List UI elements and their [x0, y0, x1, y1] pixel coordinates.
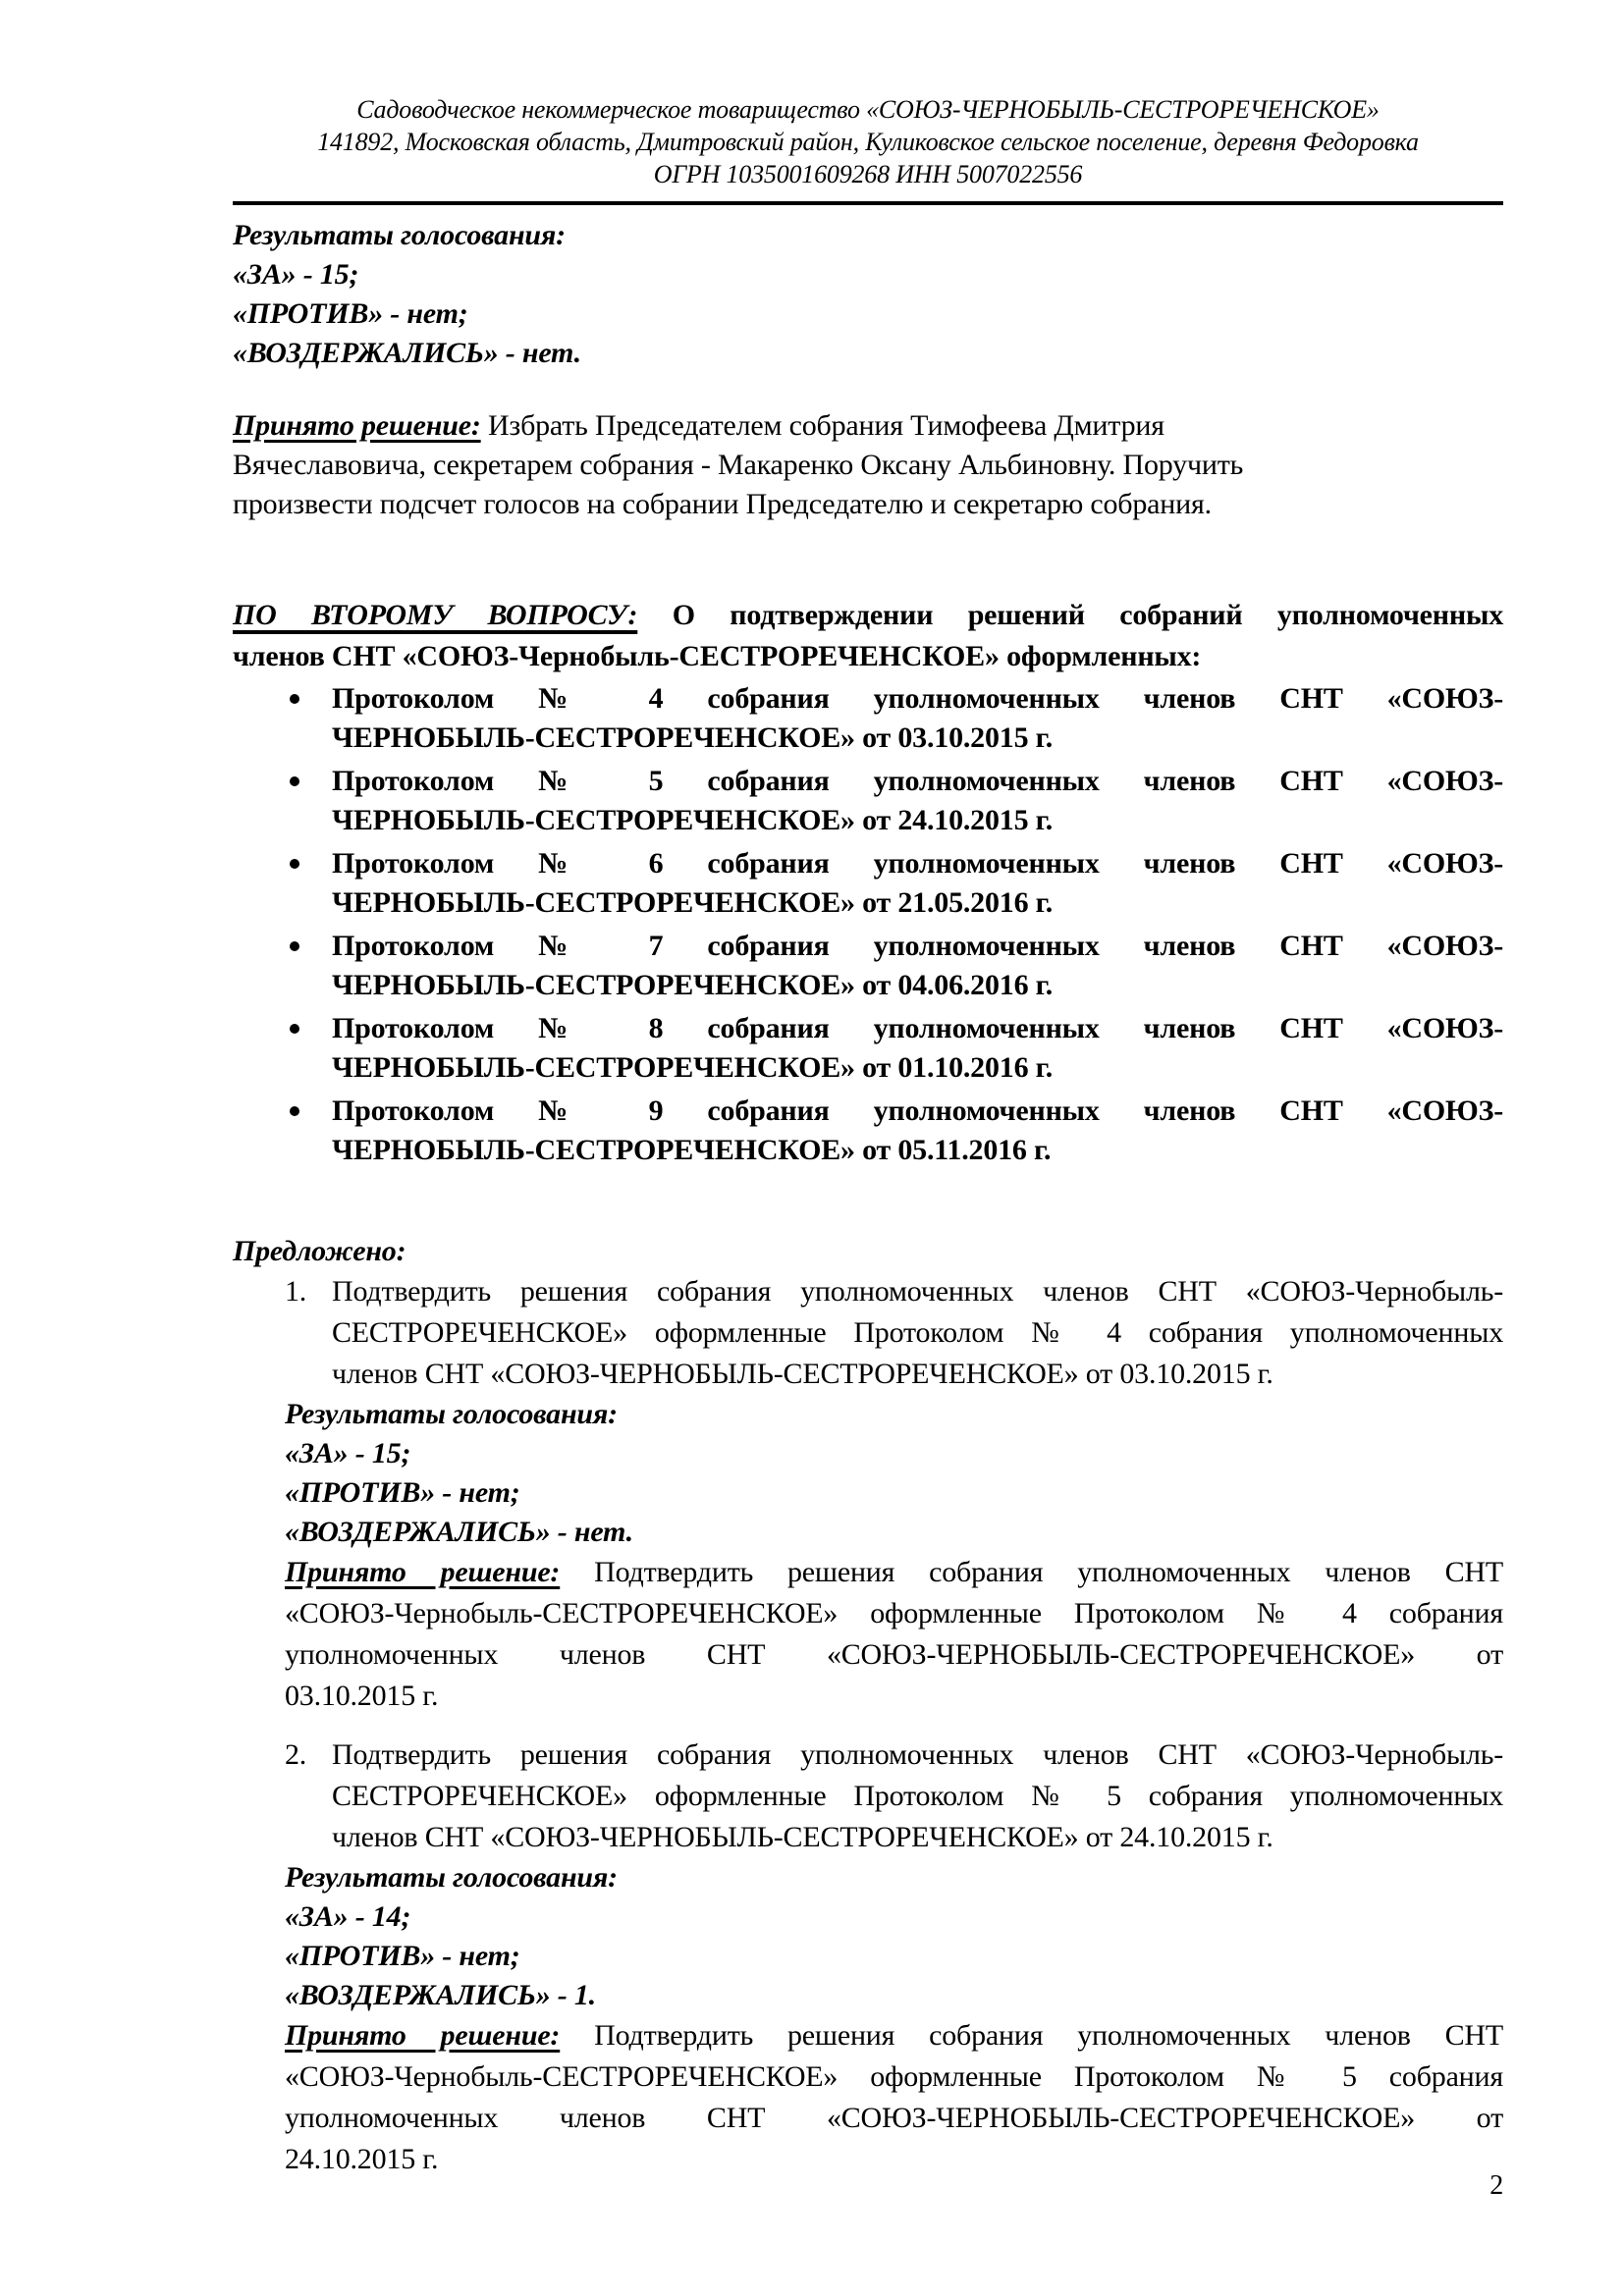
question-heading-line: [233, 595, 1503, 636]
page-number: 2: [1489, 2170, 1503, 2201]
protocol-bullet-5: [233, 762, 1503, 840]
bullet-line1: Протоколом № 6 собрания уполномоченных членов СНТ «СОЮЗ-: [332, 847, 1503, 880]
question-heading-label: ПО ВТОРОМУ ВОПРОСУ:: [233, 599, 638, 631]
item-number: 1.: [285, 1275, 307, 1308]
protocol-bullet-7: [233, 927, 1503, 1005]
decision-label: Принято решение:: [285, 2019, 561, 2052]
decision-line: «СОЮЗ-Чернобыль-СЕСТРОРЕЧЕНСКОЕ» оформленные Протоколом № 5 собрания: [285, 2060, 1503, 2093]
protocol-bullet-6: [233, 844, 1503, 923]
org-address: 141892, Московская область, Дмитровский район, Куликовское сельское поселение, деревня Федоровка: [317, 128, 1419, 156]
item-text-line: Подтвердить решения собрания уполномоченных членов СНТ «СОЮЗ-Чернобыль-: [332, 1738, 1503, 1771]
proposed-heading: Предложено:: [233, 1235, 406, 1267]
item-text-line: членов СНТ «СОЮЗ-ЧЕРНОБЫЛЬ-СЕСТРОРЕЧЕНСКОЕ» от 03.10.2015 г.: [332, 1358, 1273, 1390]
header-divider: [233, 201, 1503, 205]
decision-line: [285, 2015, 1503, 2056]
document-page-content: [233, 0, 1503, 2201]
decision-line: Вячеславовича, секретарем собрания - Макаренко Оксану Альбиновну. Поручить: [233, 449, 1244, 481]
agenda-item-1: [233, 1271, 1503, 1717]
decision-line: уполномоченных членов СНТ «СОЮЗ-ЧЕРНОБЫЛЬ-СЕСТРОРЕЧЕНСКОЕ» от: [285, 2102, 1503, 2134]
bullet-line2: ЧЕРНОБЫЛЬ-СЕСТРОРЕЧЕНСКОЕ» от 21.05.2016 г.: [332, 886, 1054, 919]
decision-line: произвести подсчет голосов на собрании Председателю и секретарю собрания.: [233, 488, 1212, 520]
bullet-line2: ЧЕРНОБЫЛЬ-СЕСТРОРЕЧЕНСКОЕ» от 04.06.2016 г.: [332, 969, 1054, 1001]
vote-abstained: «ВОЗДЕРЖАЛИСЬ» - нет.: [285, 1516, 633, 1548]
protocol-bullet-8: [233, 1009, 1503, 1088]
item-text-line: СЕСТРОРЕЧЕНСКОЕ» оформленные Протоколом № 4 собрания уполномоченных: [332, 1316, 1503, 1349]
bullet-line1: Протоколом № 8 собрания уполномоченных членов СНТ «СОЮЗ-: [332, 1012, 1503, 1044]
item-results-block: [285, 1858, 1503, 2180]
results-heading: Результаты голосования:: [285, 1398, 618, 1430]
results-heading: Результаты голосования:: [233, 219, 566, 251]
decision-label: Принято решение:: [285, 1556, 561, 1588]
decision-line: [285, 1552, 1503, 1593]
protocol-bullet-9: [233, 1092, 1503, 1170]
vote-for: «ЗА» - 15;: [285, 1437, 411, 1469]
item-text-line: членов СНТ «СОЮЗ-ЧЕРНОБЫЛЬ-СЕСТРОРЕЧЕНСКОЕ» от 24.10.2015 г.: [332, 1821, 1273, 1853]
decision-label: Принято решение:: [233, 409, 481, 442]
decision-line: 24.10.2015 г.: [285, 2143, 439, 2175]
bullet-line2: ЧЕРНОБЫЛЬ-СЕСТРОРЕЧЕНСКОЕ» от 24.10.2015 г.: [332, 804, 1054, 836]
decision-text: Подтвердить решения собрания уполномоченных членов СНТ: [594, 1556, 1503, 1588]
protocol-bullet-list: [233, 679, 1503, 1170]
bullet-line1: Протоколом № 9 собрания уполномоченных членов СНТ «СОЮЗ-: [332, 1095, 1503, 1127]
first-question-results: [233, 216, 1503, 373]
item-text-line: Подтвердить решения собрания уполномоченных членов СНТ «СОЮЗ-Чернобыль-: [332, 1275, 1503, 1308]
bullet-line2: ЧЕРНОБЫЛЬ-СЕСТРОРЕЧЕНСКОЕ» от 05.11.2016 г.: [332, 1134, 1052, 1166]
bullet-line1: Протоколом № 4 собрания уполномоченных членов СНТ «СОЮЗ-: [332, 682, 1503, 715]
decision-text: Подтвердить решения собрания уполномоченных членов СНТ: [594, 2019, 1503, 2052]
decision-line: [233, 406, 1503, 446]
bullet-line1: Протоколом № 7 собрания уполномоченных членов СНТ «СОЮЗ-: [332, 930, 1503, 962]
vote-abstained: «ВОЗДЕРЖАЛИСЬ» - нет.: [233, 337, 581, 369]
vote-against: «ПРОТИВ» - нет;: [233, 297, 468, 330]
item-text-line: СЕСТРОРЕЧЕНСКОЕ» оформленные Протоколом № 5 собрания уполномоченных: [332, 1780, 1503, 1812]
letterhead: [233, 93, 1503, 190]
org-name: Садоводческое некоммерческое товарищество «СОЮЗ-ЧЕРНОБЫЛЬ-СЕСТРОРЕЧЕНСКОЕ»: [356, 95, 1380, 124]
org-registration: ОГРН 1035001609268 ИНН 5007022556: [653, 160, 1083, 188]
bullet-line2: ЧЕРНОБЫЛЬ-СЕСТРОРЕЧЕНСКОЕ» от 03.10.2015 г.: [332, 721, 1054, 754]
vote-for: «ЗА» - 15;: [233, 258, 359, 291]
item-results-block: [285, 1395, 1503, 1717]
item-number: 2.: [285, 1738, 307, 1771]
decision-paragraph: [285, 1552, 1503, 1717]
bullet-line1: Протоколом № 5 собрания уполномоченных членов СНТ «СОЮЗ-: [332, 765, 1503, 797]
decision-line: уполномоченных членов СНТ «СОЮЗ-ЧЕРНОБЫЛЬ-СЕСТРОРЕЧЕНСКОЕ» от: [285, 1638, 1503, 1671]
item-text: [332, 1271, 1503, 1395]
agenda-item-2: [233, 1735, 1503, 2180]
question-heading-text: О подтверждении решений собраний уполномоченных: [672, 599, 1503, 631]
decision-text: Избрать Председателем собрания Тимофеева Дмитрия: [487, 409, 1164, 442]
vote-abstained: «ВОЗДЕРЖАЛИСЬ» - 1.: [285, 1979, 596, 2011]
vote-for: «ЗА» - 14;: [285, 1900, 411, 1933]
decision-line: «СОЮЗ-Чернобыль-СЕСТРОРЕЧЕНСКОЕ» оформленные Протоколом № 4 собрания: [285, 1597, 1503, 1629]
item-text: [332, 1735, 1503, 1858]
vote-against: «ПРОТИВ» - нет;: [285, 1940, 520, 1972]
bullet-line2: ЧЕРНОБЫЛЬ-СЕСТРОРЕЧЕНСКОЕ» от 01.10.2016 г.: [332, 1051, 1054, 1084]
decision-paragraph: [285, 2015, 1503, 2180]
question-heading-line2: членов СНТ «СОЮЗ-Чернобыль-СЕСТРОРЕЧЕНСКОЕ» оформленных:: [233, 640, 1202, 672]
vote-against: «ПРОТИВ» - нет;: [285, 1476, 520, 1509]
second-question-heading: [233, 595, 1503, 677]
results-heading: Результаты голосования:: [285, 1861, 618, 1894]
decision-line: 03.10.2015 г.: [285, 1680, 439, 1712]
protocol-bullet-4: [233, 679, 1503, 758]
decision-paragraph: [233, 406, 1503, 524]
